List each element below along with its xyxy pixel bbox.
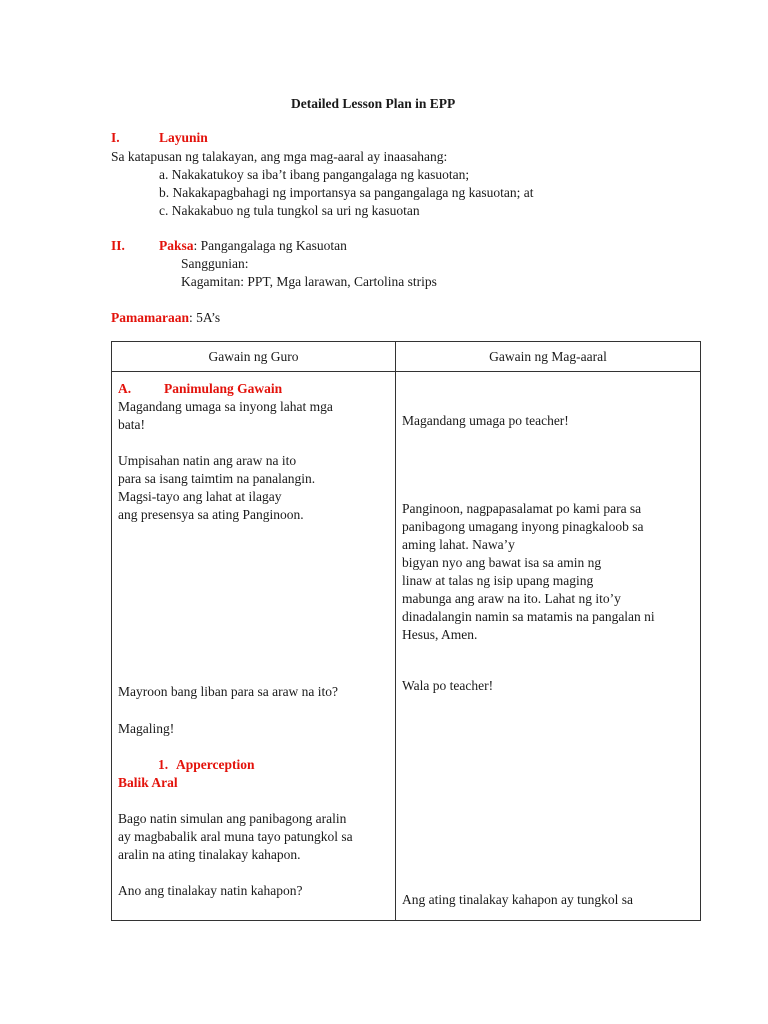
procedure-line	[111, 309, 220, 327]
table-header-row	[112, 342, 701, 372]
header-teacher: Gawain ng Guro	[112, 342, 396, 372]
topic-line	[159, 237, 347, 255]
teacher-absent-question: Mayroon bang liban para sa araw na ito?	[118, 684, 339, 699]
student-prayer-6: mabunga ang araw na ito. Lahat ng ito’y	[402, 591, 621, 606]
page-title: Detailed Lesson Plan in EPP	[291, 96, 456, 111]
teacher-greeting-1: Magandang umaga sa inyong lahat mga	[118, 399, 333, 414]
objective-b: b. Nakakapagbahagi ng importansya sa pangangalaga ng kasuotan; at	[159, 185, 534, 200]
teacher-greeting-2: bata!	[118, 417, 145, 432]
section-i-numeral: I.	[111, 130, 120, 145]
student-prayer-2: panibagong umagang inyong pinagkaloob sa	[402, 519, 644, 534]
objectives-intro: Sa katapusan ng talakayan, ang mga mag-aaral ay inaasahang:	[111, 149, 448, 164]
teacher-review-1: Bago natin simulan ang panibagong aralin	[118, 811, 347, 826]
student-prayer-1: Panginoon, nagpapasalamat po kami para sa	[402, 501, 642, 516]
section-i-heading: Layunin	[159, 130, 208, 145]
student-prayer-3: aming lahat. Nawa’y	[402, 537, 515, 552]
section-ii-heading: Paksa	[159, 238, 194, 253]
lesson-table	[111, 341, 701, 921]
student-absent-answer: Wala po teacher!	[402, 678, 494, 693]
apperception-number: 1.	[158, 757, 169, 772]
student-greeting: Magandang umaga po teacher!	[402, 413, 569, 428]
teacher-prayer-3: Magsi-tayo ang lahat at ilagay	[118, 489, 282, 504]
section-ii-numeral: II.	[111, 238, 125, 253]
section-a-title: Panimulang Gawain	[164, 381, 283, 396]
teacher-prayer-2: para sa isang taimtim na panalangin.	[118, 471, 316, 486]
teacher-prayer-4: ang presensya sa ating Panginoon.	[118, 507, 304, 522]
teacher-review-2: ay magbabalik aral muna tayo patungkol sa	[118, 829, 353, 844]
teacher-review-3: aralin na ating tinalakay kahapon.	[118, 847, 301, 862]
topic-text: : Pangangalaga ng Kasuotan	[193, 238, 347, 253]
reference-label: Sanggunian:	[181, 256, 249, 271]
objective-a: a. Nakakatukoy sa iba’t ibang pangangalaga ng kasuotan;	[159, 167, 470, 182]
student-cell	[396, 372, 701, 921]
section-a-label: A.	[118, 381, 132, 396]
teacher-cell	[112, 372, 396, 921]
teacher-question: Ano ang tinalakay natin kahapon?	[118, 883, 303, 898]
header-student: Gawain ng Mag-aaral	[396, 342, 701, 372]
materials-text: Kagamitan: PPT, Mga larawan, Cartolina strips	[181, 274, 437, 289]
student-prayer-8: Hesus, Amen.	[402, 627, 478, 642]
apperception-title: Apperception	[176, 757, 255, 772]
table-row	[112, 372, 701, 921]
student-review-answer: Ang ating tinalakay kahapon ay tungkol sa	[402, 892, 633, 907]
student-prayer-5: linaw at talas ng isip upang maging	[402, 573, 594, 588]
teacher-prayer-1: Umpisahan natin ang araw na ito	[118, 453, 297, 468]
student-prayer-4: bigyan nyo ang bawat isa sa amin ng	[402, 555, 602, 570]
procedure-value: : 5A’s	[189, 310, 221, 325]
balik-aral-heading: Balik Aral	[118, 775, 178, 790]
student-prayer-7: dinadalangin namin sa matamis na pangalan ni	[402, 609, 655, 624]
objective-c: c. Nakakabuo ng tula tungkol sa uri ng kasuotan	[159, 203, 420, 218]
teacher-praise: Magaling!	[118, 721, 175, 736]
procedure-heading: Pamamaraan	[111, 310, 189, 325]
